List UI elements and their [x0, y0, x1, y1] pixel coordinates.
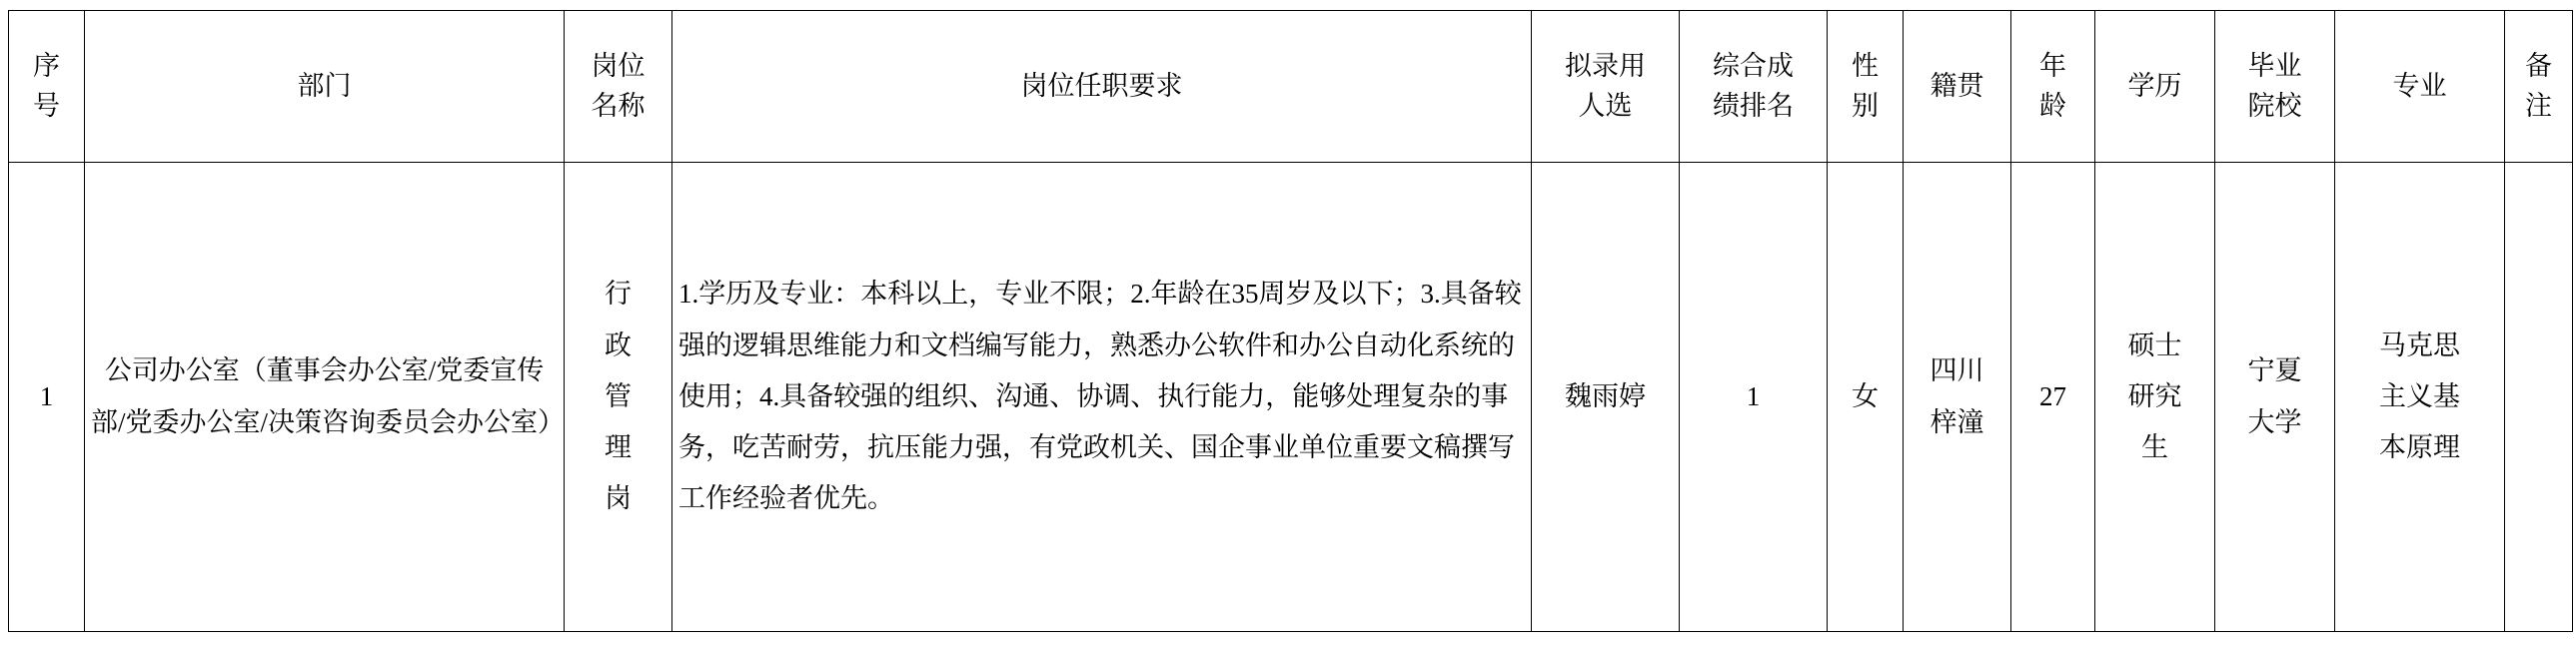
cell-position-requirements: 1.学历及专业：本科以上，专业不限；2.年龄在35周岁及以下；3.具备较强的逻辑思维能力和文档编写能力，熟悉办公软件和办公自动化系统的使用；4.具备较强的组织、沟通、协调、执行能力，能够处理复杂的事务，吃苦耐劳，抗压能力强，有党政机关、国企事业单位重要文稿撰写工作经验者优先。 — [672, 163, 1532, 632]
cell-graduated-school: 宁夏 大学 — [2215, 163, 2335, 632]
table-row — [9, 163, 2573, 632]
header-position-name: 岗位 名称 — [565, 11, 672, 163]
header-gender: 性 别 — [1828, 11, 1904, 163]
header-department: 部门 — [85, 11, 565, 163]
header-graduated-school: 毕业 院校 — [2215, 11, 2335, 163]
header-education: 学历 — [2095, 11, 2215, 163]
cell-education: 硕士 研究 生 — [2095, 163, 2215, 632]
cell-overall-score-rank: 1 — [1680, 163, 1828, 632]
header-age: 年 龄 — [2011, 11, 2095, 163]
header-native-place: 籍贯 — [1904, 11, 2011, 163]
cell-serial-no: 1 — [9, 163, 85, 632]
header-position-requirements: 岗位任职要求 — [672, 11, 1532, 163]
header-remarks: 备 注 — [2505, 11, 2573, 163]
cell-major: 马克思 主义基 本原理 — [2335, 163, 2505, 632]
cell-remarks — [2505, 163, 2573, 632]
cell-age: 27 — [2011, 163, 2095, 632]
header-serial-no: 序 号 — [9, 11, 85, 163]
cell-proposed-candidate: 魏雨婷 — [1532, 163, 1680, 632]
cell-gender: 女 — [1828, 163, 1904, 632]
cell-position-name: 行 政 管 理 岗 — [565, 163, 672, 632]
header-major: 专业 — [2335, 11, 2505, 163]
header-proposed-candidate: 拟录用 人选 — [1532, 11, 1680, 163]
cell-native-place: 四川 梓潼 — [1904, 163, 2011, 632]
cell-department: 公司办公室（董事会办公室/党委宣传部/党委办公室/决策咨询委员会办公室） — [85, 163, 565, 632]
table-header-row — [9, 11, 2573, 163]
candidate-table — [8, 10, 2573, 632]
header-overall-score-rank: 综合成 绩排名 — [1680, 11, 1828, 163]
